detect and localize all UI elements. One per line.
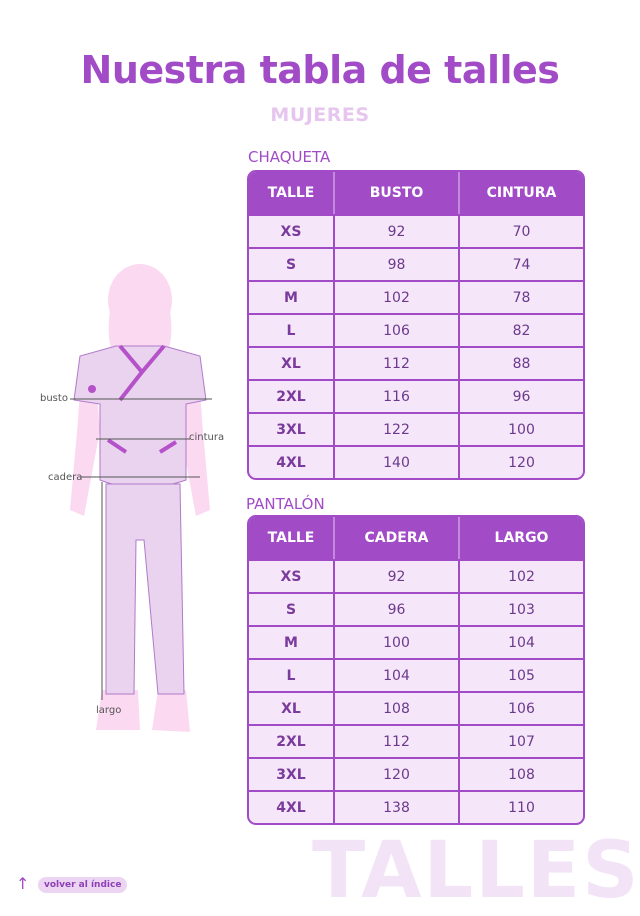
body-figure [40,260,240,740]
largo-cell: 102 [508,568,535,585]
cintura-cell: 78 [512,289,531,306]
page-subtitle: MUJERES [270,104,370,126]
cintura-cell: 96 [512,388,531,405]
pants-table [247,515,585,825]
size-cell: L [249,315,335,346]
cintura-cell: 88 [512,355,531,372]
table-row [249,724,583,757]
table-row [249,592,583,625]
size-cell: M [249,282,335,313]
size-cell: S [249,594,335,625]
largo-cell: 110 [508,799,535,816]
size-cell: 2XL [249,381,335,412]
arrow-up-icon[interactable]: ↑ [16,874,30,893]
size-cell: L [249,660,335,691]
busto-cell: 116 [335,381,460,412]
label-largo: largo [96,705,122,716]
largo-cell: 108 [508,766,535,783]
size-cell: XL [249,693,335,724]
largo-cell: 105 [508,667,535,684]
back-to-index-link[interactable]: volver al índice [38,877,127,893]
size-cell: M [249,627,335,658]
table-row [249,412,583,445]
jacket-label: CHAQUETA [248,148,331,166]
table-row [249,559,583,592]
table-row [249,247,583,280]
size-cell: XS [249,561,335,592]
size-cell: 2XL [249,726,335,757]
size-cell: XL [249,348,335,379]
cintura-cell: 82 [512,322,531,339]
table-row [249,757,583,790]
cintura-cell: 100 [508,421,535,438]
cadera-cell: 100 [335,627,460,658]
size-cell: XS [249,216,335,247]
table-row [249,790,583,823]
largo-cell: 104 [508,634,535,651]
table-row [249,379,583,412]
table-row [249,346,583,379]
cadera-cell: 108 [335,693,460,724]
pants-header-largo: LARGO [494,530,549,546]
pants-label: PANTALÓN [246,495,325,513]
busto-cell: 92 [335,216,460,247]
label-cadera: cadera [48,472,83,483]
pants-table-header [249,517,583,559]
table-row [249,313,583,346]
busto-cell: 112 [335,348,460,379]
busto-cell: 106 [335,315,460,346]
cintura-cell: 74 [512,256,531,273]
largo-cell: 106 [508,700,535,717]
jacket-header-talle: TALLE [249,172,335,214]
jacket-header-cintura: CINTURA [486,185,557,201]
size-cell: 4XL [249,792,335,823]
page-title: Nuestra tabla de talles [80,48,560,92]
largo-cell: 107 [508,733,535,750]
busto-cell: 140 [335,447,460,478]
cadera-cell: 104 [335,660,460,691]
size-cell: S [249,249,335,280]
pants-shape [106,484,184,694]
busto-cell: 122 [335,414,460,445]
cadera-cell: 96 [335,594,460,625]
table-row [249,445,583,478]
cadera-cell: 138 [335,792,460,823]
label-busto: busto [40,393,68,404]
busto-cell: 102 [335,282,460,313]
busto-cell: 98 [335,249,460,280]
size-cell: 3XL [249,759,335,790]
jacket-header-busto: BUSTO [335,172,460,214]
cintura-cell: 120 [508,454,535,471]
jacket-table [247,170,585,480]
table-row [249,691,583,724]
cadera-cell: 92 [335,561,460,592]
size-cell: 3XL [249,414,335,445]
table-row [249,658,583,691]
largo-cell: 103 [508,601,535,618]
table-row [249,214,583,247]
watermark: TALLES [312,826,640,916]
figure-illustration [40,260,240,740]
label-cintura: cintura [189,432,225,443]
table-row [249,625,583,658]
size-cell: 4XL [249,447,335,478]
cintura-cell: 70 [512,223,531,240]
pants-header-cadera: CADERA [335,517,460,559]
pants-header-talle: TALLE [249,517,335,559]
table-row [249,280,583,313]
jacket-table-header [249,172,583,214]
cadera-cell: 112 [335,726,460,757]
cadera-cell: 120 [335,759,460,790]
